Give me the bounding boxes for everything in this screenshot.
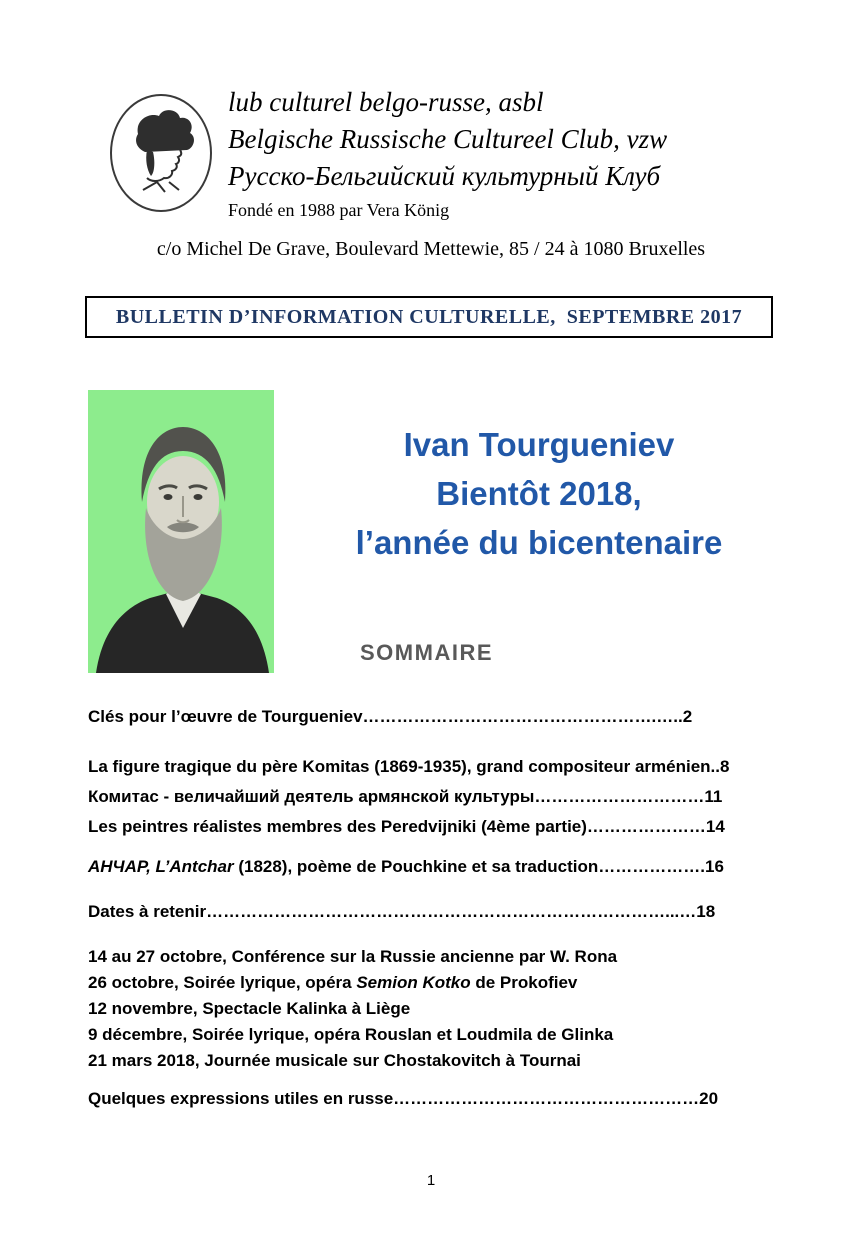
toc-item-text: Комитас - величайший деятель армянской культуры…………………………11 [88,787,723,806]
club-name-ru: Русско-Бельгийский культурный Клуб [228,161,661,191]
toc-item-text: 9 décembre, Soirée lyrique, opéra Rouslan et Loudmila de Glinka [88,1025,614,1044]
toc-item-text: Les peintres réalistes membres des Peredvijniki (4ème partie)…………………14 [88,817,725,836]
toc-item-text: Quelques expressions utiles en russe………………………………………………20 [88,1089,719,1108]
toc-item-text: 14 au 27 octobre, Conférence sur la Russie ancienne par W. Rona [88,947,618,966]
toc-item-text: Dates à retenir………………………………………………………………………...…18 [88,902,716,921]
toc-item-text: 26 octobre, Soirée lyrique, opéra [88,973,357,992]
club-name-fr: lub culturel belgo-russe, asbl [228,87,544,117]
toc-item-antchar [88,856,788,878]
toc-item-komitas-fr [88,756,788,778]
founded-line: Fondé en 1988 par Vera König [228,200,450,220]
toc-item-expressions-russes [88,1088,788,1110]
club-name-block [228,84,788,222]
page-number: 1 [426,1172,436,1189]
table-of-contents [88,706,788,1110]
club-name-nl: Belgische Russische Cultureel Club, vzw [228,124,668,154]
sommaire-heading: SOMMAIRE [360,640,493,665]
toc-item-event-semion-kotko [88,972,788,994]
toc-item-event-chostakovitch [88,1050,788,1072]
toc-item-text: 12 novembre, Spectacle Kalinka à Liège [88,999,411,1018]
toc-item-cles-oeuvre [88,706,788,728]
toc-item-text: Clés pour l’œuvre de Tourgueniev…………………………………………….…..2 [88,707,693,726]
bulletin-title: BULLETIN D’INFORMATION CULTURELLE, SEPTEMBRE 2017 [115,305,743,328]
toc-item-komitas-ru [88,786,788,808]
toc-item-text-italic: АНЧАР, L’Antchar [88,857,234,876]
pushkin-profile-drawing [108,92,214,214]
toc-item-peredvijniki [88,816,788,838]
feature-title [298,420,780,567]
toc-item-text: (1828), poème de Pouchkine et sa traduction……………….16 [233,857,724,876]
bulletin-title-banner [85,296,773,338]
toc-item-event-rona [88,946,788,968]
toc-item-text-italic: Semion Kotko [356,973,471,992]
toc-item-event-kalinka [88,998,788,1020]
toc-item-text: La figure tragique du père Komitas (1869-1935), grand compositeur arménien..8 [88,757,730,776]
contact-address: c/o Michel De Grave, Boulevard Mettewie, 85 / 24 à 1080 Bruxelles [156,238,706,260]
pushkin-profile-logo-icon [108,92,214,214]
feature-title-line-2: Bientôt 2018, [436,475,642,512]
feature-title-line-1: Ivan Tourgueniev [403,426,675,463]
toc-item-text: de Prokofiev [470,973,578,992]
toc-item-event-rouslan [88,1024,788,1046]
tourgueniev-engraving [88,390,274,673]
feature-title-line-3: l’année du bicentenaire [355,524,723,561]
tourgueniev-portrait-image [88,390,274,673]
toc-item-dates-a-retenir [88,901,788,923]
toc-item-text: 21 mars 2018, Journée musicale sur Chostakovitch à Tournai [88,1051,581,1070]
